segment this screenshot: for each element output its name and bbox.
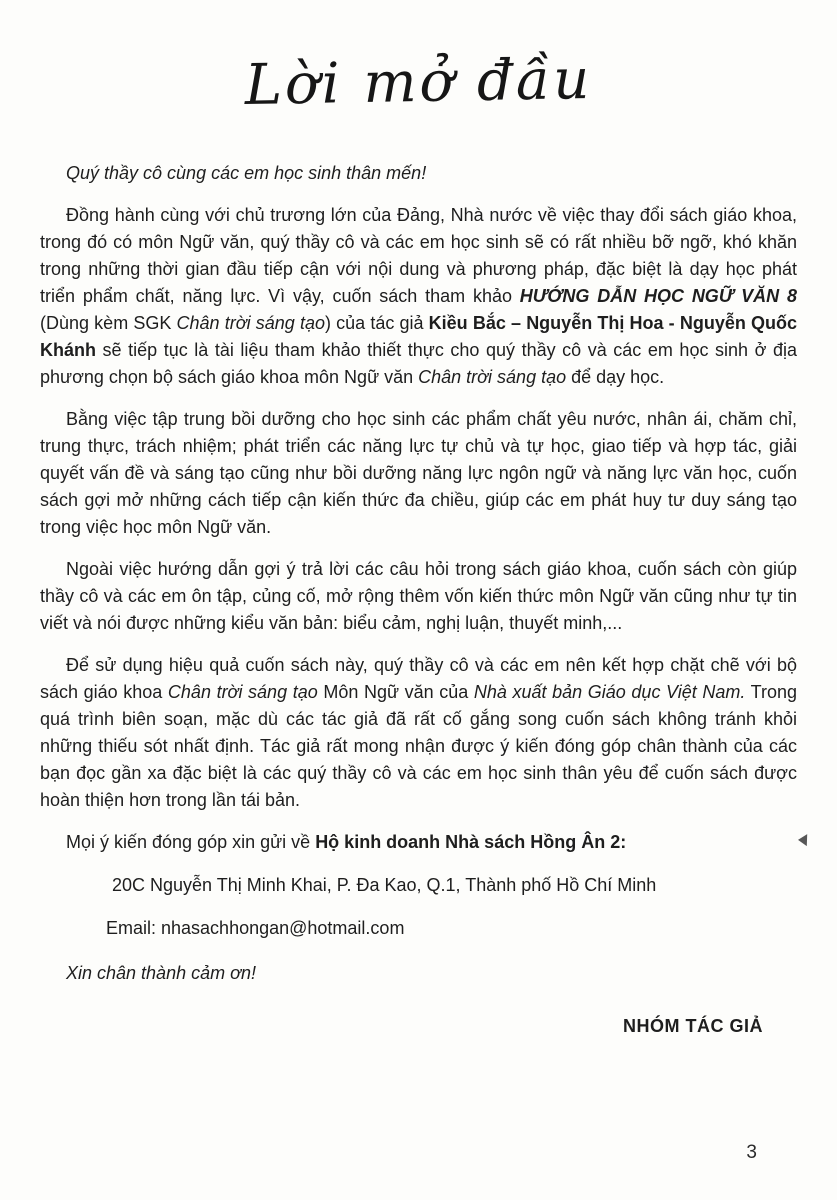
text-run: Ngoài việc hướng dẫn gợi ý trả lời các câu hỏi trong sách giáo khoa, cuốn sách còn giúp thầy cô và các em ôn tập, củng cố, mở rộng thêm vốn kiến thức môn Ngữ văn cũng như tự tin viết và nói được những kiểu văn bản: biểu cảm, nghị luận, thuyết minh,... <box>40 558 803 633</box>
text-run: sẽ tiếp tục là tài liệu tham khảo thiết thực cho quý thầy cô và các em học sinh ở địa phương chọn bộ sách giáo khoa môn Ngữ văn <box>40 339 803 387</box>
text-run: Trong quá trình biên soạn, mặc dù các tác giả đã rất cố gắng song cuốn sách không tránh khỏi những thiếu sót nhất định. Tác giả rất mong nhận được ý kiến đóng góp chân thành của các bạn đọc gần xa đặc biệt là các quý thầy cô và các em học sinh thân yêu để cuốn sách được hoàn thiện hơn trong lần tái bản. <box>40 681 803 810</box>
scan-artifact <box>798 834 807 846</box>
text-run: (Dùng kèm SGK <box>40 285 803 333</box>
thanks-line: Xin chân thành cảm ơn! <box>66 962 256 983</box>
text-run: Nhà xuất bản Giáo dục Việt Nam. <box>473 681 746 702</box>
contact-email: Email: nhasachhongan@hotmail.com <box>106 917 405 938</box>
text-run: ) của tác giả <box>324 312 429 333</box>
paragraph-guidance <box>40 556 803 637</box>
text-run: HƯỚNG DẪN HỌC NGỮ VĂN 8 <box>519 285 797 306</box>
page-number: 3 <box>746 1142 757 1163</box>
paragraph-intro <box>40 202 803 391</box>
text-run: Hộ kinh doanh Nhà sách Hồng Ân 2: <box>315 831 627 852</box>
text-run: để dạy học. <box>566 366 665 387</box>
text-run: Chân trời sáng tạo <box>176 312 325 333</box>
text-run: Đồng hành cùng với chủ trương lớn của Đảng, Nhà nước về việc thay đổi sách giáo khoa, trong đó có môn Ngữ văn, quý thầy cô và các em học sinh sẽ có rất nhiều bỡ ngỡ, khó khăn trong những thời gian đầu tiếp cận với nội dung và phương pháp, đặc biệt là dạy học phát triển phẩm chất, năng lực. Vì vậy, cuốn sách tham khảo <box>40 204 803 306</box>
text-run: Bằng việc tập trung bồi dưỡng cho học sinh các phẩm chất yêu nước, nhân ái, chăm chỉ, trung thực, trách nhiệm; phát triển các năng lực tự chủ và tự học, giao tiếp và hợp tác, giải quyết vấn đề và sáng tạo cũng như bồi dưỡng năng lực ngôn ngữ và năng lực văn học, cuốn sách gợi mở những cách tiếp cận kiến thức đa chiều, giúp các em phát huy tư duy sáng tạo trong việc học môn Ngữ văn. <box>40 408 803 537</box>
text-run: Môn Ngữ văn của <box>317 681 474 702</box>
page-title: Lời mở đầu <box>244 46 593 119</box>
text-run: Chân trời sáng tạo <box>167 681 318 702</box>
text-run: Chân trời sáng tạo <box>418 366 567 387</box>
paragraph-qualities <box>40 406 803 541</box>
greeting-line: Quý thầy cô cùng các em học sinh thân mến! <box>66 162 427 183</box>
author-signature: NHÓM TÁC GIẢ <box>623 1015 763 1036</box>
contact-address: 20C Nguyễn Thị Minh Khai, P. Đa Kao, Q.1, Thành phố Hồ Chí Minh <box>112 874 657 895</box>
text-run: Kiều Bắc – Nguyễn Thị Hoa - Nguyễn Quốc Khánh <box>40 312 803 360</box>
text-run: Mọi ý kiến đóng góp xin gửi về <box>66 831 316 852</box>
text-run: Để sử dụng hiệu quả cuốn sách này, quý thầy cô và các em nên kết hợp chặt chẽ với bộ sách giáo khoa <box>40 654 803 702</box>
paragraph-usage <box>40 652 803 814</box>
contact-intro-line <box>40 829 797 856</box>
